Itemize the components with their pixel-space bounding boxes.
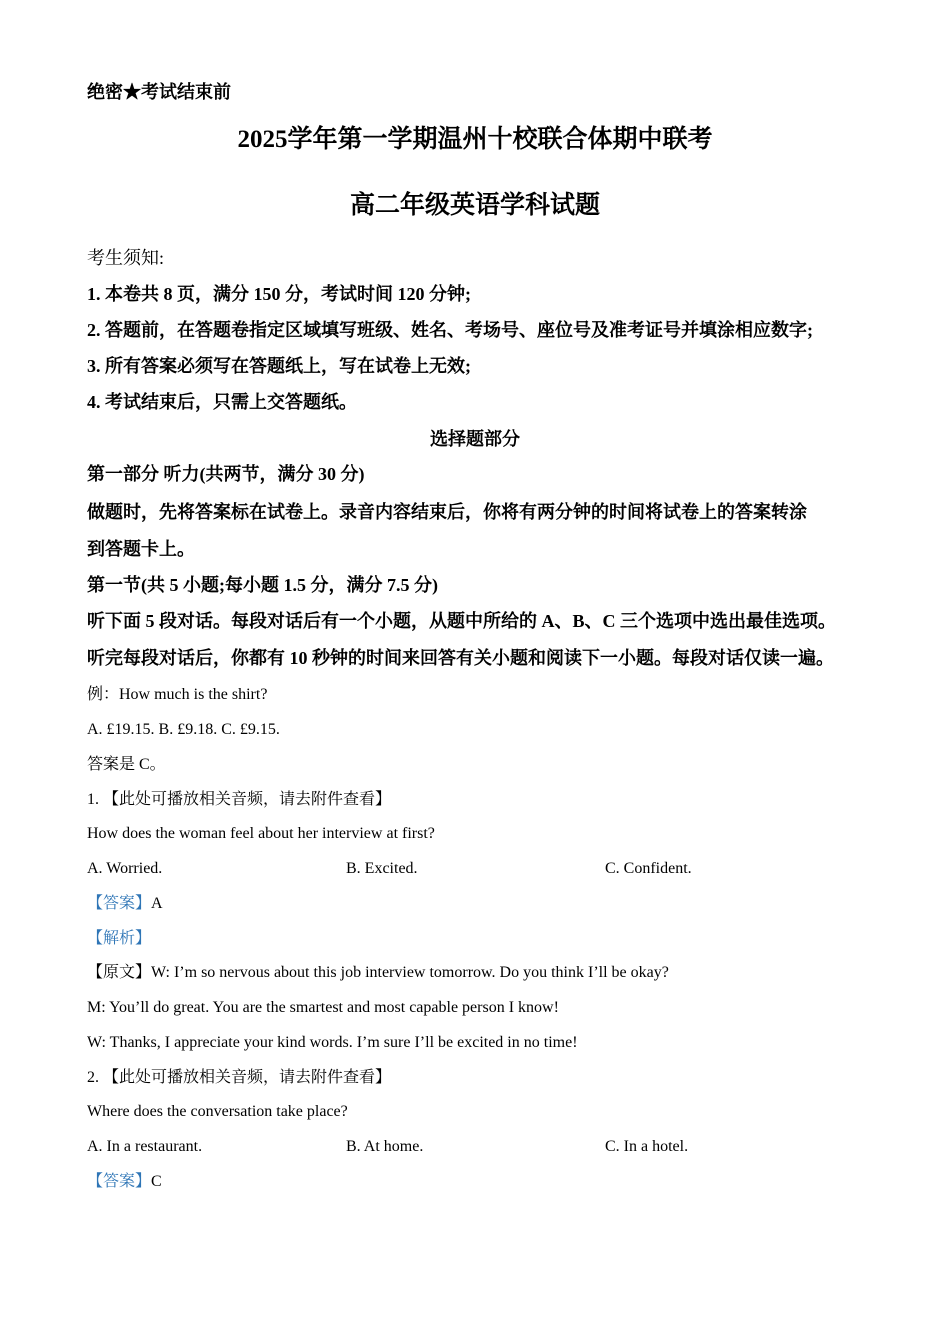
- q2-answer: [87, 1170, 880, 1194]
- part1-instruction-line2: 到答题卡上。: [87, 539, 195, 559]
- secret-label: 绝密★考试结束前: [87, 82, 231, 102]
- q2-option-a: A. In a restaurant.: [87, 1138, 203, 1155]
- notice-item-3: 3. 所有答案必须写在答题纸上，写在试卷上无效;: [87, 356, 471, 376]
- q2-stem: Where does the conversation take place?: [87, 1103, 348, 1120]
- notice-item-1: 1. 本卷共 8 页，满分 150 分，考试时间 120 分钟;: [87, 284, 471, 304]
- notice-item-4: 4. 考试结束后，只需上交答题纸。: [87, 392, 357, 412]
- notice-heading: 考生须知:: [87, 248, 165, 268]
- q2-audio-note: 2. 【此处可播放相关音频，请去附件查看】: [87, 1069, 392, 1086]
- q2-answer-value: C: [151, 1173, 162, 1190]
- q1-option-c: C. Confident.: [605, 860, 692, 877]
- notice-item-2: 2. 答题前，在答题卷指定区域填写班级、姓名、考场号、座位号及准考证号并填涂相应数字;: [87, 320, 813, 340]
- example-answer: 答案是 C。: [87, 756, 166, 773]
- part1-instruction-line1: 做题时，先将答案标在试卷上。录音内容结束后，你将有两分钟的时间将试卷上的答案转涂: [87, 502, 807, 522]
- exam-title: 2025学年第一学期温州十校联合体期中联考: [237, 126, 713, 153]
- q2-answer-tag: 【答案】: [87, 1173, 152, 1190]
- q1-transcript-line3: W: Thanks, I appreciate your kind words. I’m sure I’ll be excited in no time!: [87, 1034, 578, 1051]
- section-title: 选择题部分: [430, 429, 520, 449]
- q2-option-c: C. In a hotel.: [605, 1138, 689, 1155]
- section1-instruction-line1: 听下面 5 段对话。每段对话后有一个小题，从题中所给的 A、B、C 三个选项中选出最佳选项。: [87, 611, 836, 631]
- q1-audio-note: 1. 【此处可播放相关音频，请去附件查看】: [87, 791, 392, 808]
- section1-instruction-line2: 听完每段对话后，你都有 10 秒钟的时间来回答有关小题和阅读下一小题。每段对话仅读一遍。: [87, 648, 834, 668]
- q1-transcript-line2: M: You’ll do great. You are the smartest and most capable person I know!: [87, 999, 559, 1016]
- q1-transcript-line1: [87, 961, 880, 985]
- q1-transcript-text: W: I’m so nervous about this job interview tomorrow. Do you think I’ll be okay?: [151, 964, 669, 981]
- section1-title: 第一节(共 5 小题;每小题 1.5 分，满分 7.5 分): [87, 575, 438, 595]
- q2-option-b: B. At home.: [346, 1138, 424, 1155]
- example-question: 例：How much is the shirt?: [87, 686, 268, 703]
- q1-answer-tag: 【答案】: [87, 895, 152, 912]
- q1-stem: How does the woman feel about her interview at first?: [87, 825, 435, 842]
- example-options: A. £19.15. B. £9.18. C. £9.15.: [87, 721, 280, 738]
- q1-transcript-tag: 【原文】: [87, 964, 152, 981]
- q1-option-a: A. Worried.: [87, 860, 163, 877]
- q1-answer: [87, 892, 880, 916]
- exam-subtitle: 高二年级英语学科试题: [349, 192, 600, 219]
- q1-option-b: B. Excited.: [346, 860, 418, 877]
- q1-analysis-tag: 【解析】: [87, 930, 152, 947]
- part1-title: 第一部分 听力(共两节，满分 30 分): [87, 464, 365, 484]
- q1-answer-value: A: [151, 895, 163, 912]
